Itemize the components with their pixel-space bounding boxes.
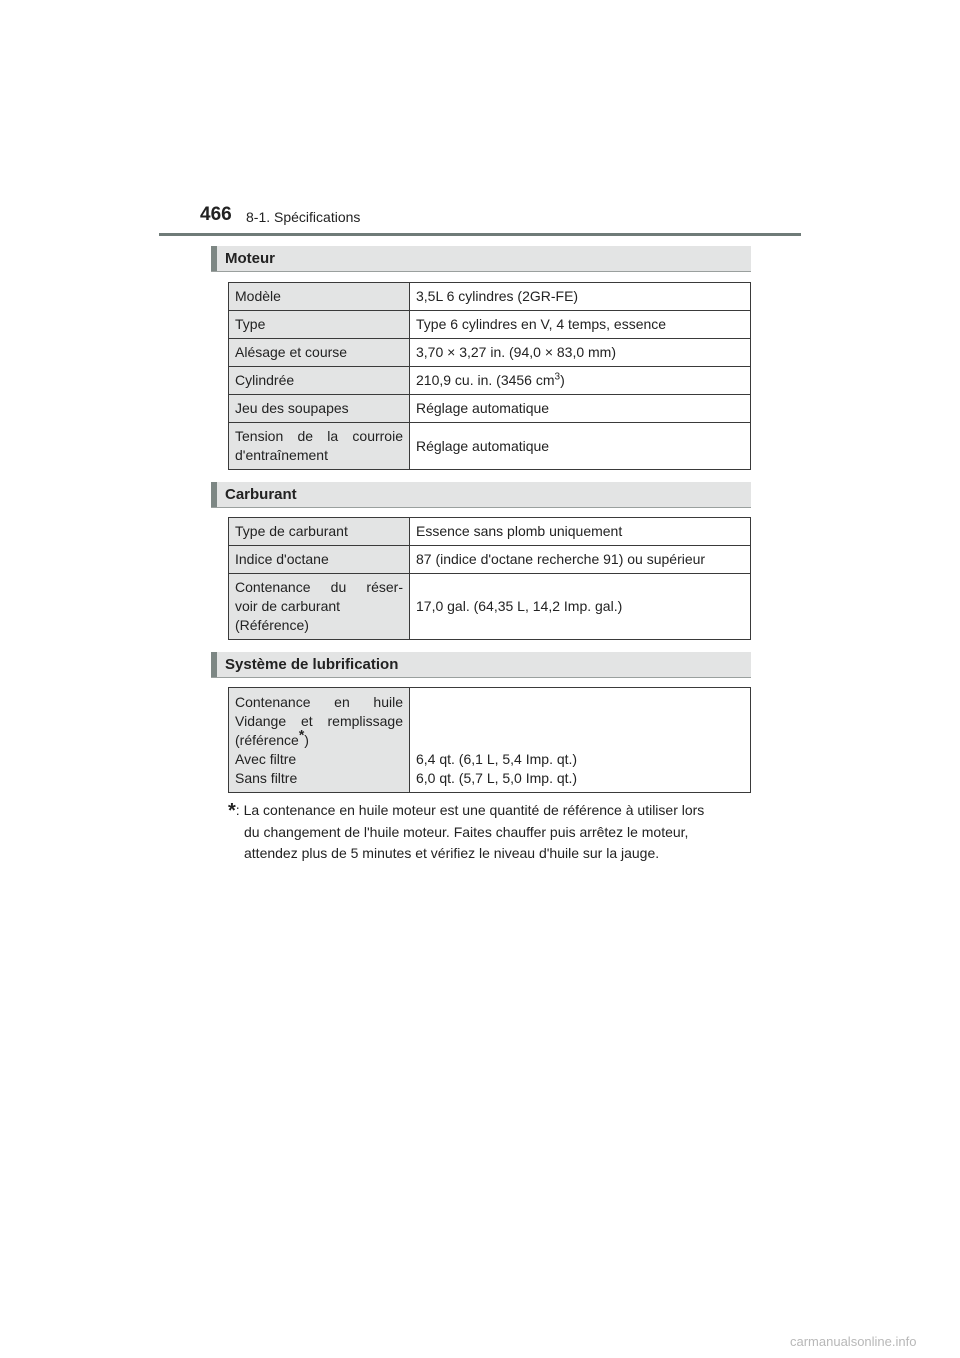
table-row bbox=[229, 518, 751, 546]
section-lubrication-heading bbox=[211, 652, 751, 678]
section-title: Système de lubrification bbox=[225, 656, 399, 673]
table-row bbox=[229, 339, 751, 367]
chapter-title: 8-1. Spécifications bbox=[246, 209, 361, 225]
row-value: 3,70 × 3,27 in. (94,0 × 83,0 mm) bbox=[410, 339, 751, 367]
section-title: Carburant bbox=[225, 486, 297, 503]
footnote-marker: * bbox=[228, 800, 236, 822]
page-number: 466 bbox=[200, 204, 232, 225]
row-value: Réglage automatique bbox=[410, 423, 751, 470]
row-value: 87 (indice d'octane recherche 91) ou supérieur bbox=[410, 546, 751, 574]
row-label: Type bbox=[229, 311, 410, 339]
row-value: Réglage automatique bbox=[410, 395, 751, 423]
row-value: Essence sans plomb uniquement bbox=[410, 518, 751, 546]
row-label: Type de carburant bbox=[229, 518, 410, 546]
table-row bbox=[229, 283, 751, 311]
row-label: Modèle bbox=[229, 283, 410, 311]
row-label: Contenance en huile Vidange et remplissage (référence*) Avec filtre Sans filtre bbox=[229, 688, 410, 793]
footnote bbox=[228, 800, 746, 864]
table-row bbox=[229, 395, 751, 423]
row-label: Cylindrée bbox=[229, 367, 410, 395]
lubrication-table bbox=[228, 687, 751, 793]
row-value: 6,4 qt. (6,1 L, 5,4 Imp. qt.) 6,0 qt. (5,7 L, 5,0 Imp. qt.) bbox=[410, 688, 751, 793]
row-value: 17,0 gal. (64,35 L, 14,2 Imp. gal.) bbox=[410, 574, 751, 640]
row-value: 210,9 cu. in. (3456 $cm^3$) bbox=[410, 367, 751, 395]
table-row bbox=[229, 574, 751, 640]
table-row bbox=[229, 423, 751, 470]
section-title: Moteur bbox=[225, 250, 275, 267]
section-accent bbox=[211, 482, 217, 507]
section-accent bbox=[211, 246, 217, 271]
watermark: carmanualsonline.info bbox=[790, 1334, 917, 1349]
row-value: Type 6 cylindres en V, 4 temps, essence bbox=[410, 311, 751, 339]
row-label: Jeu des soupapes bbox=[229, 395, 410, 423]
row-label: Alésage et course bbox=[229, 339, 410, 367]
footnote-line: : La contenance en huile moteur est une quantité de référence à utiliser lors bbox=[235, 802, 705, 818]
section-engine-heading bbox=[211, 246, 751, 272]
row-value: 3,5L 6 cylindres (2GR-FE) bbox=[410, 283, 751, 311]
table-row bbox=[229, 367, 751, 395]
section-accent bbox=[211, 652, 217, 677]
table-row bbox=[229, 546, 751, 574]
row-label: Tension de la courroie d'entraînement bbox=[229, 423, 410, 470]
engine-table bbox=[228, 282, 751, 470]
row-label: Contenance du réser- voir de carburant (Référence) bbox=[229, 574, 410, 640]
table-row bbox=[229, 311, 751, 339]
fuel-table bbox=[228, 517, 751, 640]
footnote-line: attendez plus de 5 minutes et vérifiez le niveau d'huile sur la jauge. bbox=[244, 845, 660, 861]
header-rule bbox=[159, 233, 801, 236]
footnote-line: du changement de l'huile moteur. Faites chauffer puis arrêtez le moteur, bbox=[244, 824, 689, 840]
section-fuel-heading bbox=[211, 482, 751, 508]
table-row bbox=[229, 688, 751, 793]
row-label: Indice d'octane bbox=[229, 546, 410, 574]
